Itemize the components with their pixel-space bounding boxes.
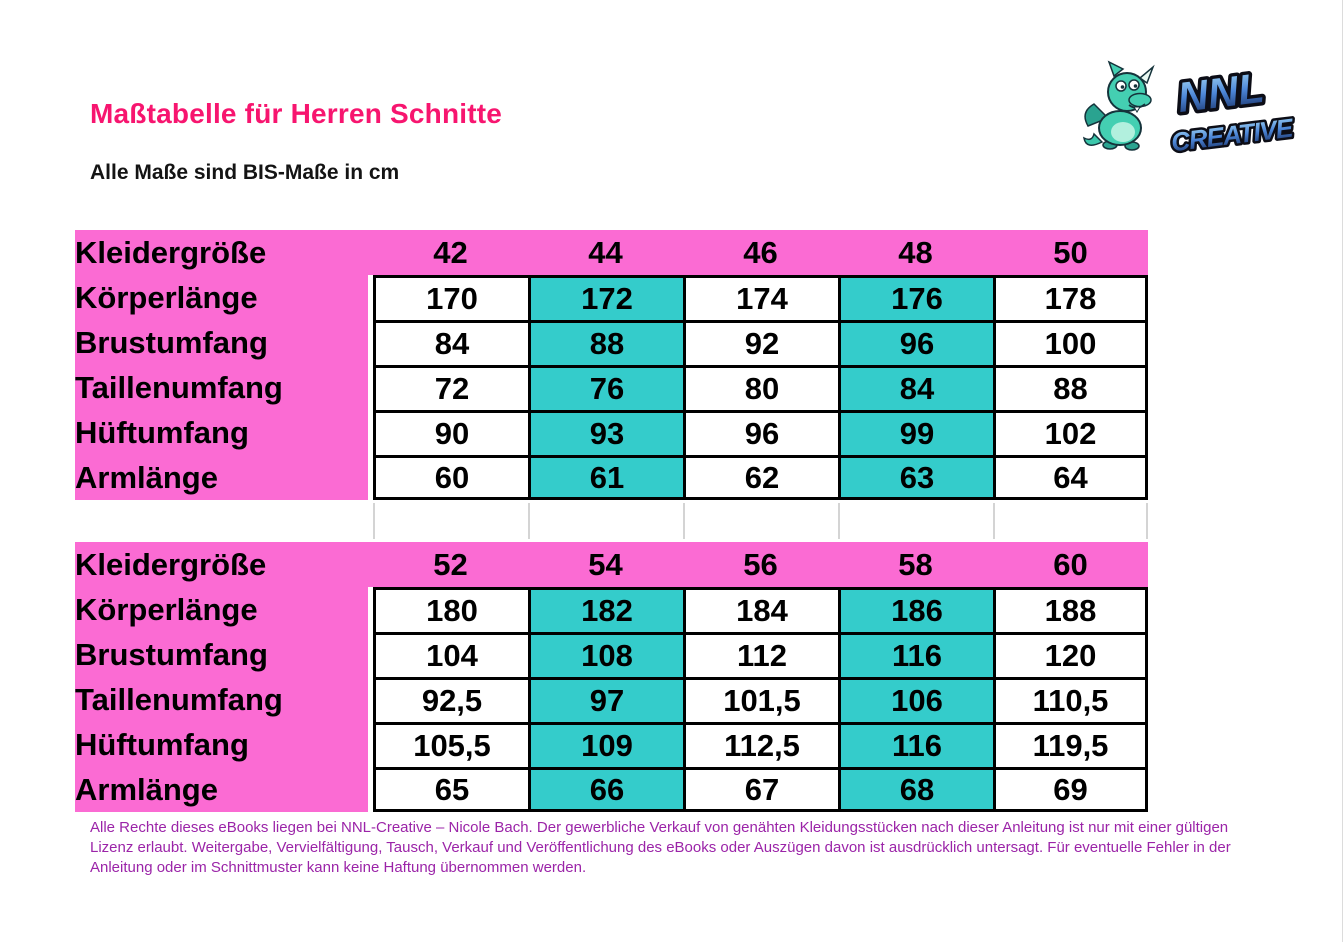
- measure-value-cell: 99: [838, 410, 993, 455]
- measure-value-cell: 110,5: [993, 677, 1148, 722]
- measure-value-cell: 72: [373, 365, 528, 410]
- size-header-cell: 56: [683, 542, 838, 587]
- measure-value-cell: 112,5: [683, 722, 838, 767]
- measure-value-cell: 116: [838, 632, 993, 677]
- measure-value-cell: 176: [838, 275, 993, 320]
- measure-value-cell: 64: [993, 455, 1148, 500]
- measure-value-cell: 104: [373, 632, 528, 677]
- measure-value-cell: 69: [993, 767, 1148, 812]
- measure-row: [75, 677, 1148, 722]
- measure-value-cell: 184: [683, 587, 838, 632]
- measure-value-cell: 68: [838, 767, 993, 812]
- size-table-2: [75, 542, 1148, 812]
- measure-value-cell: 188: [993, 587, 1148, 632]
- measure-row-label: Taillenumfang: [75, 365, 368, 410]
- measure-value-cell: 178: [993, 275, 1148, 320]
- measure-value-cell: 97: [528, 677, 683, 722]
- measure-row: [75, 587, 1148, 632]
- measure-value-cell: 92,5: [373, 677, 528, 722]
- measure-value-cell: 106: [838, 677, 993, 722]
- size-header-label: Kleidergröße: [75, 230, 368, 275]
- dragon-mascot-icon: [1084, 62, 1153, 150]
- size-header-cell: 44: [528, 230, 683, 275]
- measure-value-cell: 65: [373, 767, 528, 812]
- size-header-cell: 58: [838, 542, 993, 587]
- measure-value-cell: 119,5: [993, 722, 1148, 767]
- measure-row-label: Brustumfang: [75, 632, 368, 677]
- measure-value-cell: 60: [373, 455, 528, 500]
- measure-row: [75, 275, 1148, 320]
- grid-guide-line: [1146, 503, 1148, 539]
- size-header-cell: 50: [993, 230, 1148, 275]
- measure-value-cell: 112: [683, 632, 838, 677]
- grid-guide-line: [683, 503, 685, 539]
- measure-value-cell: 172: [528, 275, 683, 320]
- nnl-creative-logo: [1080, 52, 1298, 164]
- size-header-cell: 52: [373, 542, 528, 587]
- measure-value-cell: 180: [373, 587, 528, 632]
- size-header-cell: 60: [993, 542, 1148, 587]
- measure-value-cell: 76: [528, 365, 683, 410]
- measure-value-cell: 80: [683, 365, 838, 410]
- measure-row: [75, 722, 1148, 767]
- grid-guide-line: [993, 503, 995, 539]
- measure-value-cell: 105,5: [373, 722, 528, 767]
- measure-value-cell: 61: [528, 455, 683, 500]
- measure-row-label: Körperlänge: [75, 275, 368, 320]
- measure-value-cell: 170: [373, 275, 528, 320]
- measure-value-cell: 108: [528, 632, 683, 677]
- measure-value-cell: 67: [683, 767, 838, 812]
- measure-row-label: Taillenumfang: [75, 677, 368, 722]
- logo-text-nnl: NNL: [1175, 63, 1267, 122]
- size-header-label: Kleidergröße: [75, 542, 368, 587]
- measure-value-cell: 88: [528, 320, 683, 365]
- measure-value-cell: 174: [683, 275, 838, 320]
- measure-row-label: Körperlänge: [75, 587, 368, 632]
- measure-row-label: Hüftumfang: [75, 722, 368, 767]
- measure-value-cell: 116: [838, 722, 993, 767]
- measure-row: [75, 365, 1148, 410]
- measure-row: [75, 632, 1148, 677]
- measure-value-cell: 90: [373, 410, 528, 455]
- page-title: Maßtabelle für Herren Schnitte: [90, 98, 503, 129]
- measure-value-cell: 120: [993, 632, 1148, 677]
- measure-row-label: Armlänge: [75, 767, 368, 812]
- measure-value-cell: 109: [528, 722, 683, 767]
- size-table-1: [75, 230, 1148, 500]
- measure-row-label: Hüftumfang: [75, 410, 368, 455]
- measure-row: [75, 767, 1148, 812]
- grid-guide-line: [528, 503, 530, 539]
- logo-text-creative: CREATIVE: [1169, 112, 1294, 158]
- measure-value-cell: 88: [993, 365, 1148, 410]
- size-header-cell: 42: [373, 230, 528, 275]
- measure-row: [75, 455, 1148, 500]
- measure-value-cell: 92: [683, 320, 838, 365]
- measure-row: [75, 410, 1148, 455]
- measure-value-cell: 100: [993, 320, 1148, 365]
- measure-row-label: Armlänge: [75, 455, 368, 500]
- measure-row: [75, 320, 1148, 365]
- measure-value-cell: 93: [528, 410, 683, 455]
- measurement-tables: [75, 230, 1148, 812]
- size-header-row: [75, 542, 1148, 587]
- size-header-row: [75, 230, 1148, 275]
- page-subtitle: Alle Maße sind BIS-Maße in cm: [90, 161, 400, 184]
- measure-value-cell: 182: [528, 587, 683, 632]
- measure-value-cell: 84: [373, 320, 528, 365]
- measure-value-cell: 102: [993, 410, 1148, 455]
- logo-graphic: [1080, 52, 1298, 164]
- measure-value-cell: 96: [838, 320, 993, 365]
- measure-value-cell: 96: [683, 410, 838, 455]
- size-header-cell: 54: [528, 542, 683, 587]
- size-header-cell: 48: [838, 230, 993, 275]
- measure-value-cell: 63: [838, 455, 993, 500]
- grid-guide-line: [838, 503, 840, 539]
- copyright-notice: Alle Rechte dieses eBooks liegen bei NNL-Creative – Nicole Bach. Der gewerbliche Verkauf von genähten Kleidungsstücken nach dieser Anleitung ist nur mit einer gültigen Lizenz erlaubt. Weitergabe, Vervielfältigung, Tausch, Verkauf und Veröffentlichung des eBooks oder Auszügen davon ist ausdrücklich untersagt. Für eventuelle Fehler in der Anleitung oder im Schnittmuster kann keine Haftung übernommen werden.: [90, 819, 1231, 876]
- measure-row-label: Brustumfang: [75, 320, 368, 365]
- measure-value-cell: 84: [838, 365, 993, 410]
- measure-value-cell: 66: [528, 767, 683, 812]
- measure-value-cell: 62: [683, 455, 838, 500]
- grid-guide-line: [373, 503, 375, 539]
- size-header-cell: 46: [683, 230, 838, 275]
- measure-value-cell: 101,5: [683, 677, 838, 722]
- table-spacer: [75, 500, 1148, 542]
- measure-value-cell: 186: [838, 587, 993, 632]
